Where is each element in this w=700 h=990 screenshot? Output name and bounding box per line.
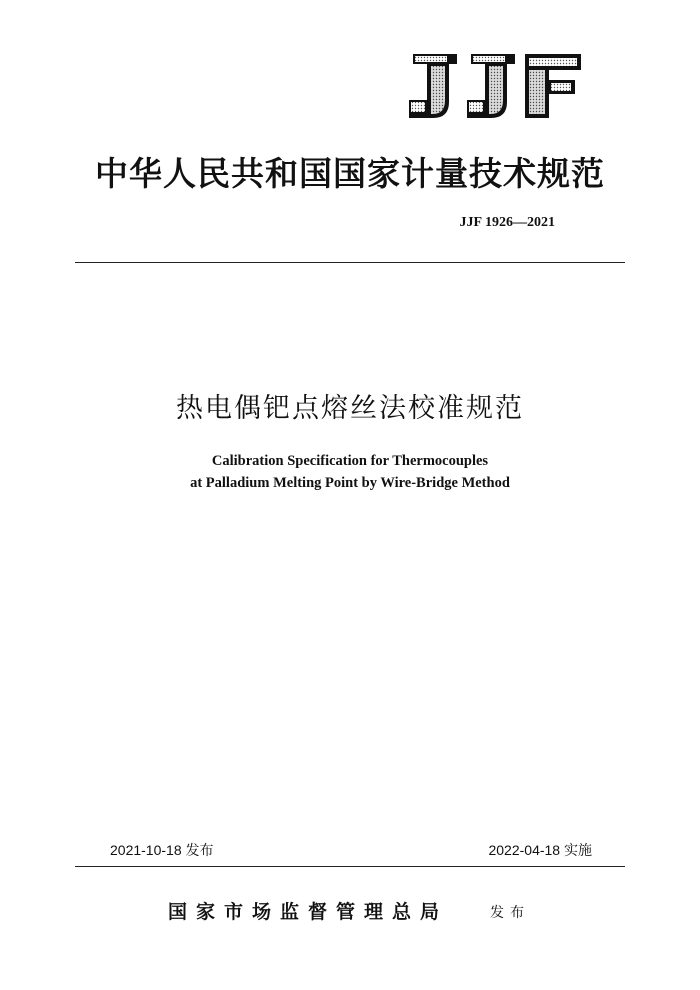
national-standard-title: 中华人民共和国国家计量技术规范: [95, 154, 605, 193]
bottom-divider: [75, 866, 625, 867]
issue-date: 2021-10-18 发布: [110, 842, 214, 858]
issuer-suffix: 发布: [490, 905, 530, 921]
issuing-authority: 国家市场监督管理总局: [168, 901, 449, 923]
logo-letter-j1: [409, 54, 457, 118]
implementation-date: 2022-04-18 实施: [488, 842, 592, 858]
english-title-line-2: at Palladium Melting Point by Wire-Bridge Method: [190, 475, 510, 491]
top-divider: [75, 262, 625, 263]
chinese-title: 热电偶钯点熔丝法校准规范: [176, 393, 524, 424]
logo-letter-j2: [467, 54, 515, 118]
jjf-logo: [405, 50, 585, 122]
standard-number: JJF 1926—2021: [459, 215, 555, 230]
logo-letter-f: [525, 54, 581, 118]
english-title-line-1: Calibration Specification for Thermocouples: [211, 453, 489, 469]
